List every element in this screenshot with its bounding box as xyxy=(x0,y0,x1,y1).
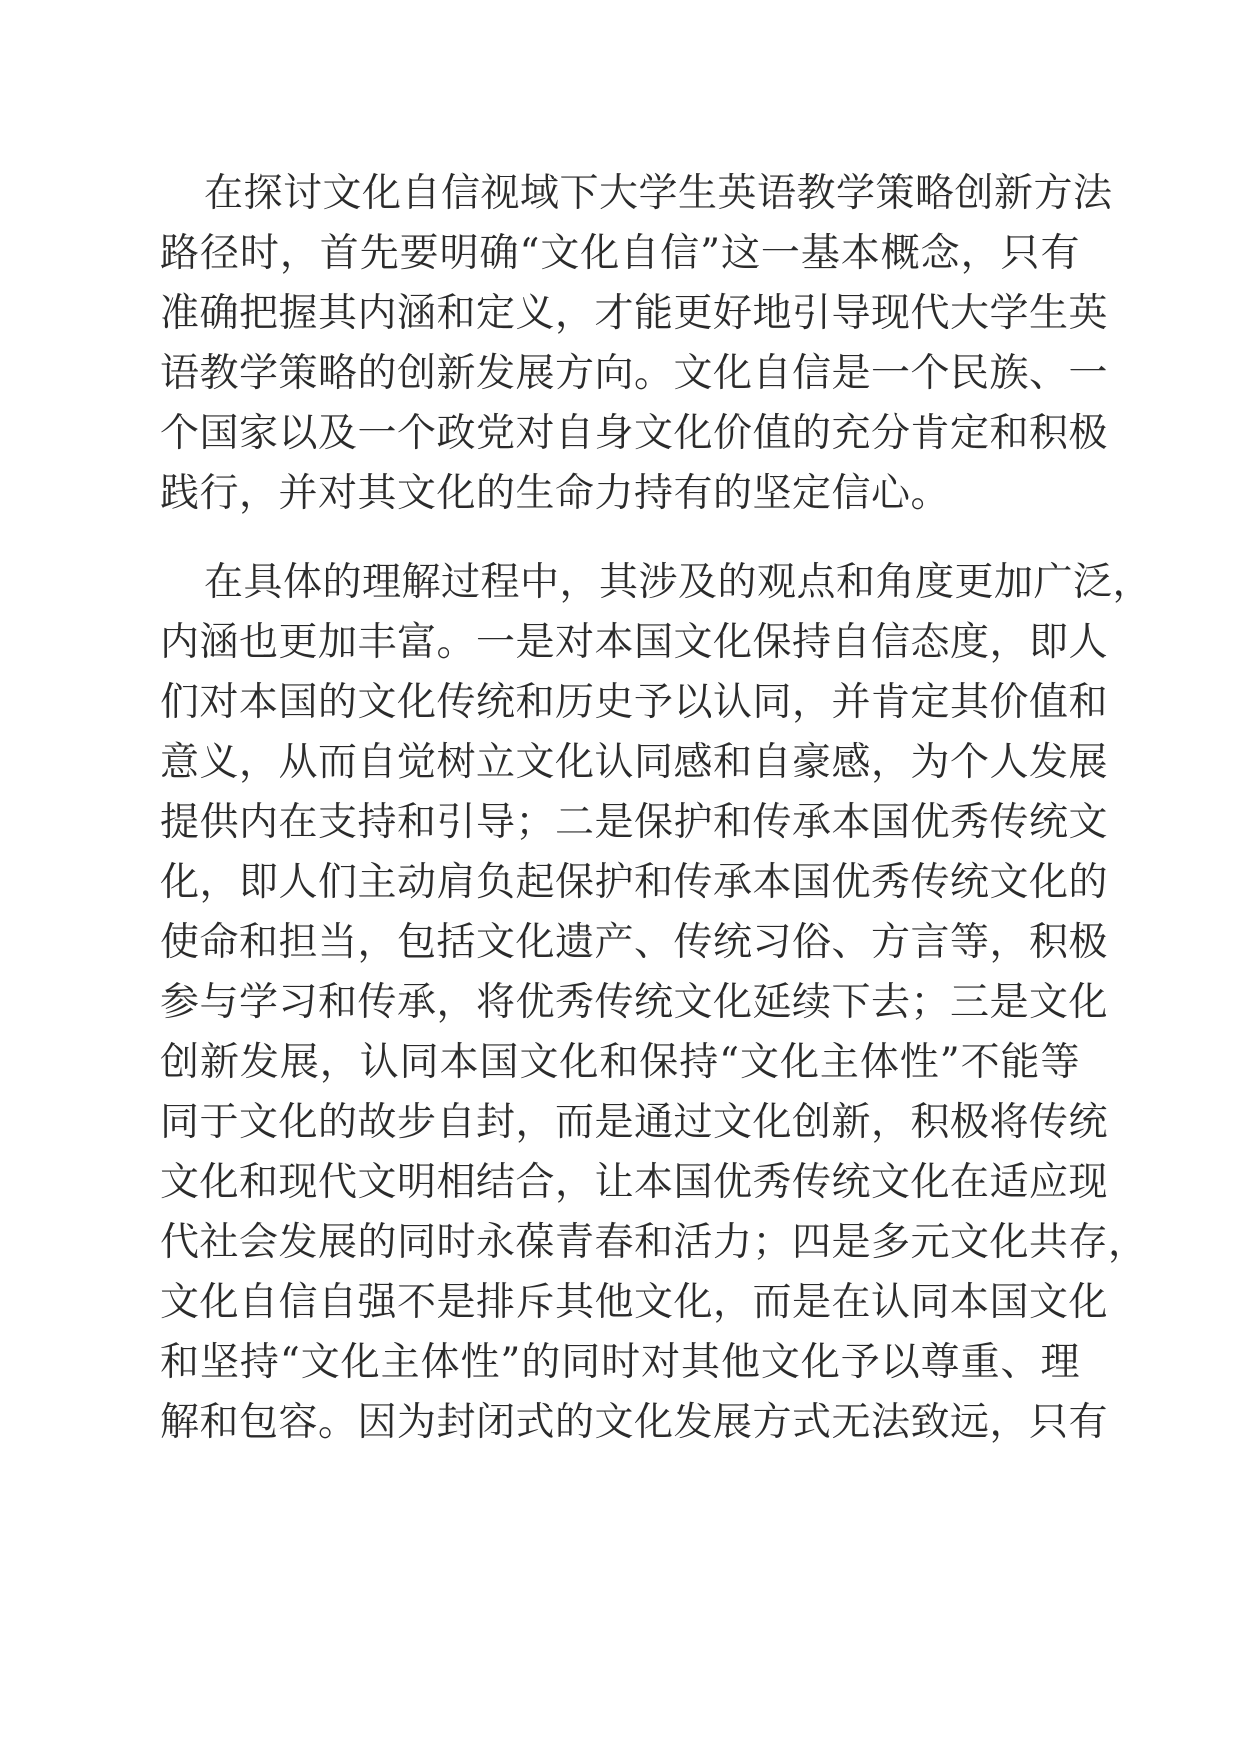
text-line: 践行，并对其文化的生命力持有的坚定信心。 xyxy=(160,471,951,516)
text-line: 代社会发展的同时永葆青春和活力；四是多元文化共存， xyxy=(160,1220,1148,1265)
text-line: 文化和现代文明相结合，让本国优秀传统文化在适应现 xyxy=(160,1160,1109,1205)
text-line: 创新发展，认同本国文化和保持“文化主体性”不能等 xyxy=(160,1040,1080,1085)
text-line: 参与学习和传承，将优秀传统文化延续下去；三是文化 xyxy=(160,980,1109,1025)
text-line: 在具体的理解过程中，其涉及的观点和角度更加广泛， xyxy=(204,560,1153,605)
text-line: 语教学策略的创新发展方向。文化自信是一个民族、一 xyxy=(160,351,1109,396)
text-line: 内涵也更加丰富。一是对本国文化保持自信态度，即人 xyxy=(160,620,1109,665)
text-line: 提供内在支持和引导；二是保护和传承本国优秀传统文 xyxy=(160,800,1109,845)
text-line: 使命和担当，包括文化遗产、传统习俗、方言等，积极 xyxy=(160,920,1109,965)
text-line: 个国家以及一个政党对自身文化价值的充分肯定和积极 xyxy=(160,411,1109,456)
text-line: 化，即人们主动肩负起保护和传承本国优秀传统文化的 xyxy=(160,860,1109,905)
text-line: 准确把握其内涵和定义，才能更好地引导现代大学生英 xyxy=(160,291,1109,336)
text-line: 和坚持“文化主体性”的同时对其他文化予以尊重、理 xyxy=(160,1340,1080,1385)
text-line: 在探讨文化自信视域下大学生英语教学策略创新方法 xyxy=(204,171,1113,216)
text-line: 们对本国的文化传统和历史予以认同，并肯定其价值和 xyxy=(160,680,1109,725)
text-line: 解和包容。因为封闭式的文化发展方式无法致远，只有 xyxy=(160,1400,1109,1445)
text-line: 文化自信自强不是排斥其他文化，而是在认同本国文化 xyxy=(160,1280,1109,1325)
text-line: 同于文化的故步自封，而是通过文化创新，积极将传统 xyxy=(160,1100,1109,1145)
text-line: 意义，从而自觉树立文化认同感和自豪感，为个人发展 xyxy=(160,740,1109,785)
text-line: 路径时，首先要明确“文化自信”这一基本概念，只有 xyxy=(160,231,1080,276)
